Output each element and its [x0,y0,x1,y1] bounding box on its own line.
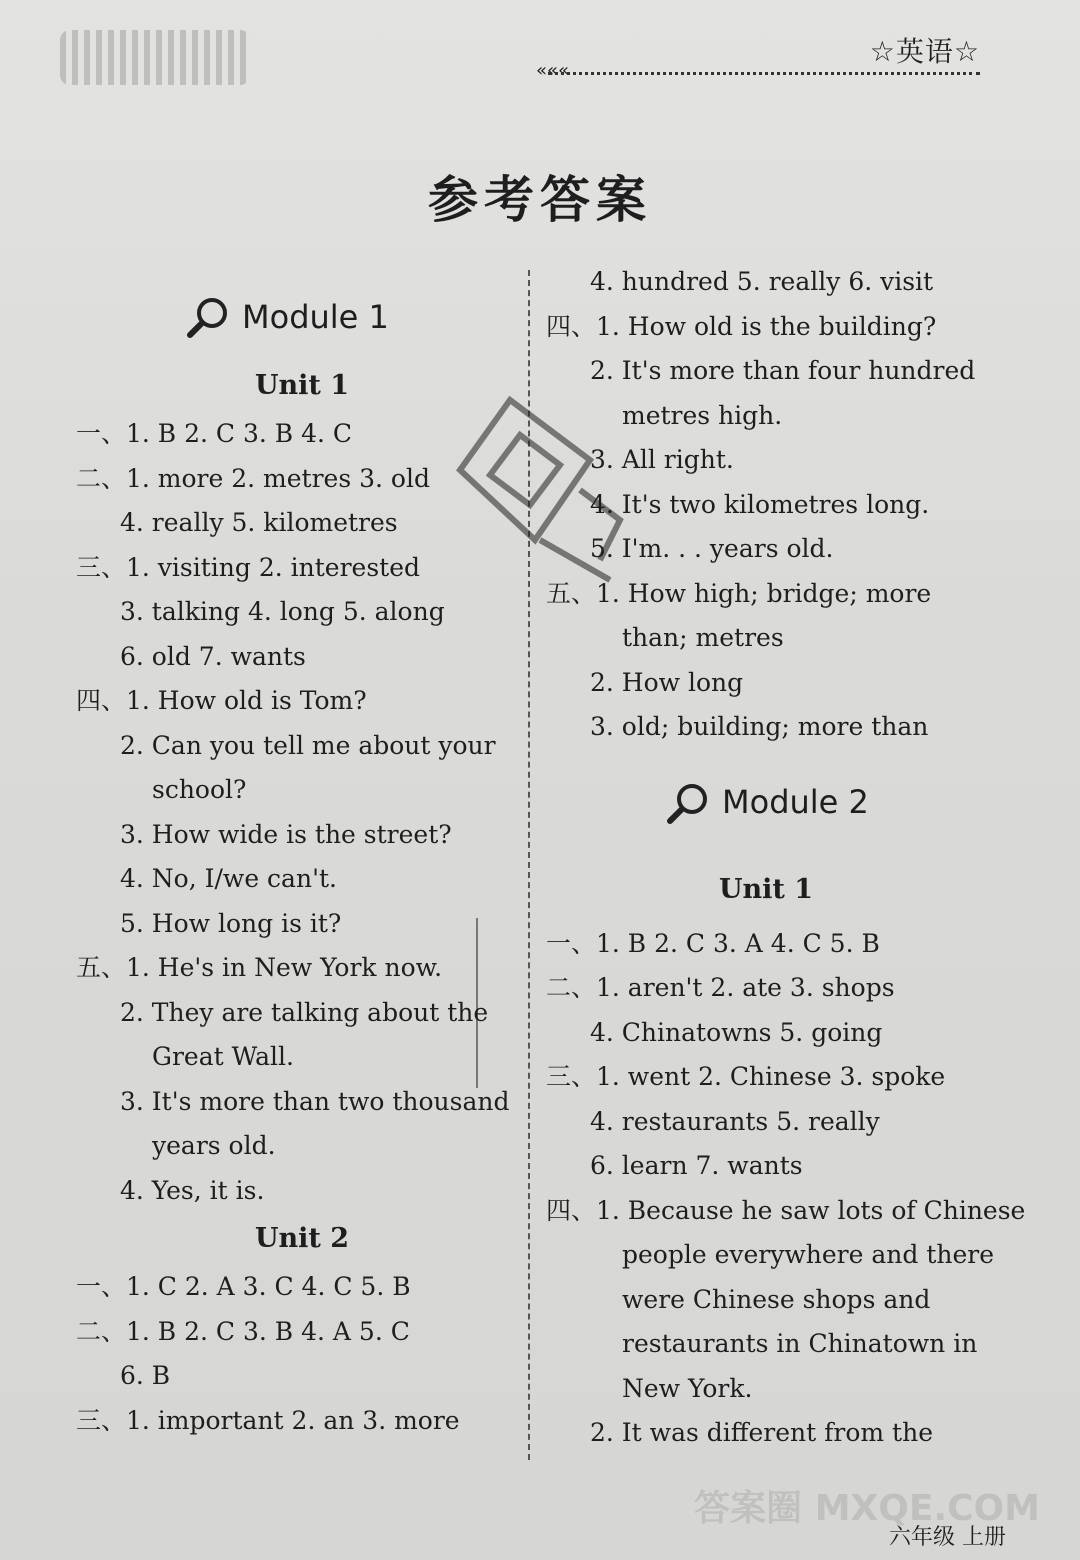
unit-heading: Unit 2 [254,1223,350,1254]
answer-line: 2. How long [590,667,744,697]
answer-line: 4. No, I/we can't. [120,864,337,893]
answer-line: 5. I'm. . . years old. [590,534,834,563]
answer-line: 二、1. more 2. metres 3. old [76,463,430,493]
answer-line: 三、1. visiting 2. interested [76,552,420,582]
answer-line: 2. They are talking about the [120,997,489,1027]
answer-line: 3. How wide is the street? [120,819,452,849]
answer-line: 五、1. How high; bridge; more [546,578,932,608]
answer-line: 四、1. Because he saw lots of Chinese [546,1195,1026,1225]
answer-line: 2. It's more than four hundred [590,356,976,385]
answer-line: 2. Can you tell me about your [120,730,496,760]
answer-line: Great Wall. [152,1042,294,1071]
answer-line: were Chinese shops and [622,1284,931,1314]
answer-line: New York. [622,1373,753,1403]
answer-line: 4. Chinatowns 5. going [590,1017,883,1047]
left-column [76,297,528,1443]
watermark: 答案圈 MXQE.COM [694,1488,1040,1529]
answer-line: 一、1. C 2. A 3. C 4. C 5. B [76,1272,411,1301]
answer-line: 三、1. important 2. an 3. more [76,1405,460,1435]
answer-line: 三、1. went 2. Chinese 3. spoke [546,1062,946,1091]
subject-label: ☆英语☆ [869,35,980,68]
magnifier-icon [666,781,710,825]
answer-line: 6. learn 7. wants [590,1151,803,1180]
answer-line: 3. old; building; more than [590,712,929,741]
answer-line: restaurants in Chinatown in [622,1329,978,1358]
answer-line: 四、1. How old is Tom? [76,686,367,715]
answer-line: 3. All right. [590,445,734,474]
answer-line: school? [152,775,247,804]
answer-line: 4. restaurants 5. really [590,1106,880,1136]
answer-line: 二、1. aren't 2. ate 3. shops [546,973,895,1002]
answer-line: 一、1. B 2. C 3. A 4. C 5. B [546,928,880,958]
answer-line: years old. [152,1131,276,1160]
answer-line: than; metres [622,623,784,652]
unit-heading: Unit 1 [254,370,350,401]
answer-line: 6. old 7. wants [120,641,306,671]
answer-list [76,412,528,1213]
answer-line: 四、1. How old is the building? [546,311,937,341]
module-title: Module 1 [242,297,389,336]
arrows-icon: ««« [536,60,570,81]
module-heading [666,768,986,838]
right-column [546,260,1026,1456]
answer-line: 一、1. B 2. C 3. B 4. C [76,419,353,448]
answer-line: 5. How long is it? [120,908,342,938]
header-dotted-rule [548,72,980,75]
answer-line: 4. Yes, it is. [120,1175,265,1205]
publisher-logo [60,30,250,85]
answer-line: 4. hundred 5. really 6. visit [590,267,934,296]
answer-line: metres high. [622,400,783,430]
module-heading [186,282,528,352]
answer-line: 3. It's more than two thousand [120,1086,510,1116]
answer-line: 五、1. He's in New York now. [76,953,443,982]
page-title: 参考答案 [428,171,652,229]
answer-list [546,922,1026,1456]
answer-line: 2. It was different from the [590,1418,933,1447]
grade-label: 六年级 上册 [889,1525,1006,1550]
magnifier-icon [186,295,230,339]
answer-line: 4. really 5. kilometres [120,508,398,537]
answer-line: 4. It's two kilometres long. [590,489,930,519]
answer-line: 3. talking 4. long 5. along [120,597,445,626]
answer-line: people everywhere and there [622,1240,995,1269]
answer-line: 6. B [120,1361,171,1390]
answer-list [76,1265,528,1443]
answer-list [546,260,986,750]
answer-line: 二、1. B 2. C 3. B 4. A 5. C [76,1316,410,1346]
module-title: Module 2 [722,783,869,822]
unit-heading: Unit 1 [718,873,814,905]
